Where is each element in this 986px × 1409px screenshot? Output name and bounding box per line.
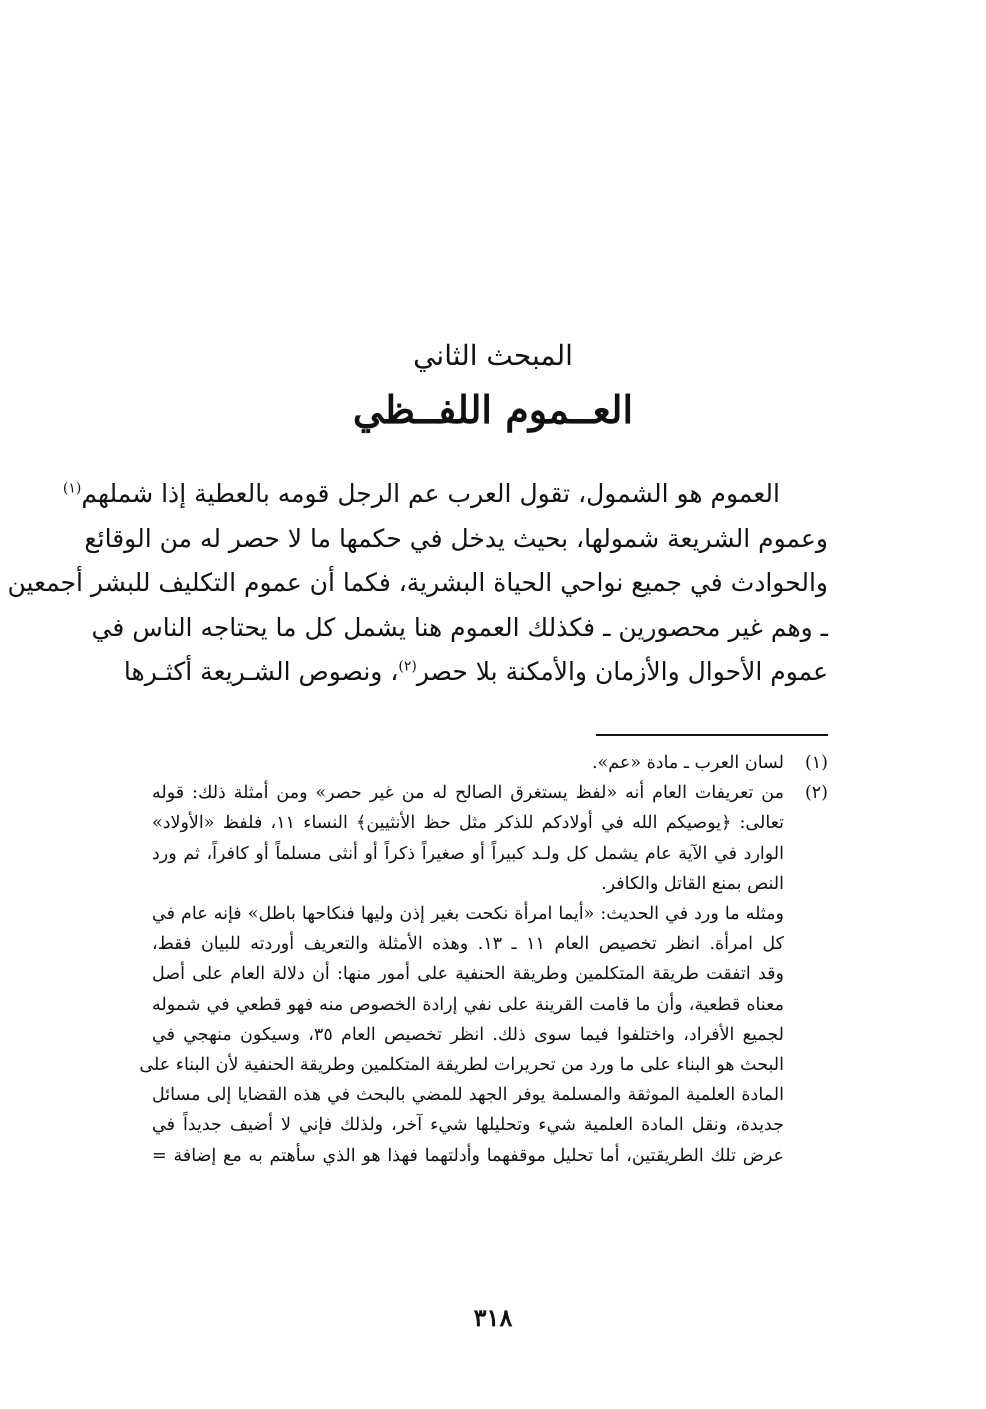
footnote-continuation [139,899,828,1171]
section-header [0,336,986,436]
footnote-line: ومثله ما ورد في الحديث: «أيما امرأة نكحت بغير إذن وليها فنكاحها باطل» فإنه عام في [152,904,784,925]
line-text: العموم هو الشمول، تقول العرب عم الرجل قومه بالعطية إذا شملهم [81,479,780,508]
footnote-number: (١) [804,753,828,773]
paragraph-line [123,650,828,695]
footnote-text: لسان العرب ـ مادة «عم». [591,753,784,773]
footnote-line: وقد اتفقت طريقة المتكلمين وطريقة الحنفية على أمور منها: أن دلالة العام على أصل [152,964,784,985]
footnote-number: (٢) [804,783,828,804]
footnote-reference: (٢) [398,658,417,675]
section-title: العــموم اللفــظي [352,387,634,432]
paragraph-line: والحوادث في جميع نواحي الحياة البشرية، فكما أن عموم التكليف للبشر أجمعين [7,568,828,597]
footnote-line: عرض تلك الطريقتين، أما تحليل موقفهما وأدلتهما فهذا هو الذي سأهتم به مع إضافة = [152,1145,784,1166]
footnote-reference: (١) [62,480,82,497]
footnote-line: النص بمنع القاتل والكافر. [601,873,784,894]
page-number: ٣١٨ [473,1303,513,1332]
section-label: المبحث الثاني [413,339,573,372]
footnote-line: البحث هو البناء على ما ورد من تحريرات لطريقة المتكلمين وطريقة الحنفية لأن البناء على [139,1055,784,1076]
footnote-line: كل امرأة. انظر تخصيص العام ١١ ـ ١٣. وهذه الأمثلة والتعريف أوردته للبيان فقط، [152,934,784,955]
footnotes [139,748,828,1171]
footnote-line: لجميع الأفراد، واختلفوا فيما سوى ذلك. انظر تخصيص العام ٣٥، وسيكون منهجي في [152,1024,785,1045]
footnote-line: من تعريفات العام أنه «لفظ يستغرق الصالح له من غير حصر» ومن أمثلة ذلك: قوله [152,783,784,804]
footnote-line: معناه قطعية، وأن ما قامت القرينة على نفي إرادة الخصوص منه فهو قطعي في شموله [152,994,784,1015]
footnote-divider [596,734,828,736]
paragraph-line: ـ وهم غير محصورين ـ فكذلك العموم هنا يشمل كل ما يحتاجه الناس في [91,612,828,642]
main-paragraph [7,472,828,695]
line-text-tail: ، ونصوص الشـريعة أكثـرها [123,657,399,686]
footnote-line: جديدة، ونقل المادة العلمية شيء وتحليلها شيء آخر، ولذلك فإني لا أضيف جديداً في [152,1115,784,1136]
paragraph-line [62,472,828,517]
footnote-line: المادة العلمية الموثقة والمسلمة يوفر الجهد للمضي بالبحث في هذه القضايا إلى مسائل [152,1085,784,1106]
paragraph-line: وعموم الشريعة شمولها، بحيث يدخل في حكمها ما لا حصر له من الوقائع [84,523,828,553]
footnote-line: الوارد في الآية عام يشمل كل ولـد كبيراً أو صغيراً ذكراً أو أنثى مسلماً أو كافراً، ثم ورد [152,843,784,864]
footnote-2 [152,778,828,899]
footnote-line: تعالى: ﴿يوصيكم الله في أولادكم للذكر مثل حظ الأنثيين﴾ النساء ١١، فلفظ «الأولاد» [152,813,784,834]
line-text: عموم الأحوال والأزمان والأمكنة بلا حصر [416,657,828,686]
footnote-1 [152,748,828,778]
